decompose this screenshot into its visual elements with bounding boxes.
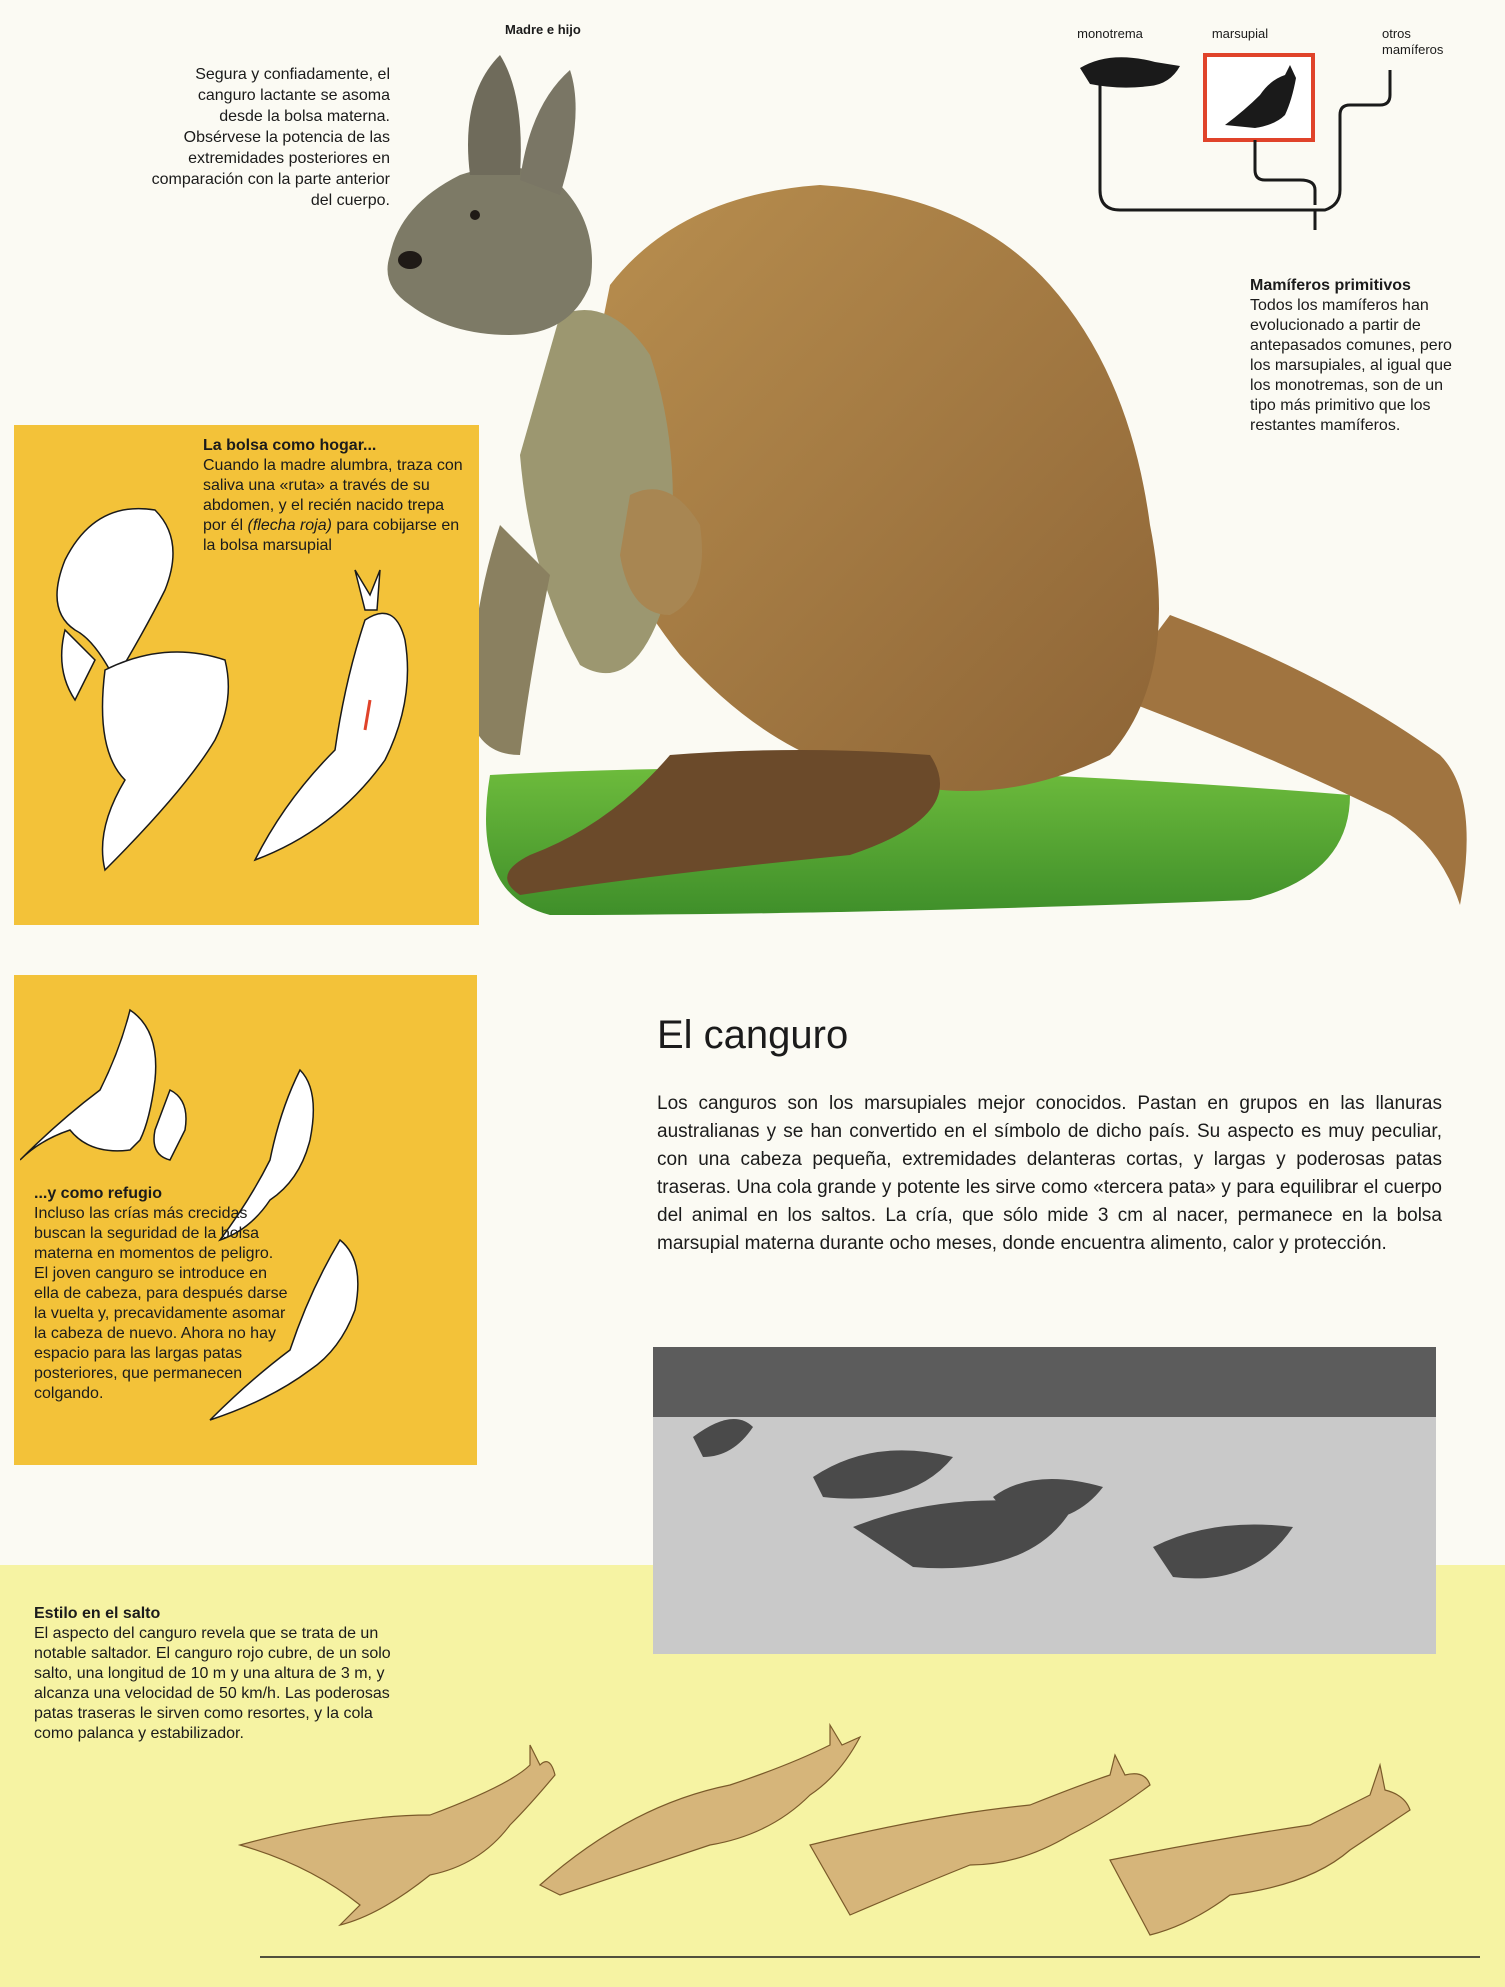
bolsa-title: La bolsa como hogar...	[203, 437, 377, 454]
evolution-tree-diagram	[1060, 40, 1480, 250]
tree-label-otros-mamiferos: otros mamíferos	[1382, 26, 1444, 57]
bolsa-text: Cuando la madre alumbra, traza con saliva una «ruta» a través de su abdomen, y el recién nacido trepa por él	[203, 457, 463, 534]
platypus-icon	[1080, 57, 1180, 87]
birth-sequence-illustration	[35, 500, 445, 900]
salto-title: Estilo en el salto	[34, 1605, 161, 1622]
jump-sequence-illustration	[230, 1665, 1490, 1970]
salto-text: El aspecto del canguro revela que se trata de un notable saltador. El canguro rojo cubre, de un solo salto, una longitud de 10 m y una altura de 3 m, y alcanza una velocidad de 50 km/h. Las poderosas patas traseras le sirven como resortes, y la cola como palanca y estabilizador.	[34, 1625, 391, 1742]
intro-caption: Segura y confiadamente, el canguro lactante se asoma desde la bolsa materna. Obsérvese la potencia de las extremidades posteriores en comparación con la parte anterior del cuerpo.	[151, 66, 390, 209]
refugio-title: ...y como refugio	[34, 1185, 163, 1202]
mamiferos-text: Todos los mamíferos han evolucionado a partir de antepasados comunes, pero los marsupiales, al igual que los monotremas, son de un tipo más primitivo que los restantes mamíferos.	[1250, 297, 1452, 434]
mamiferos-caption	[1250, 276, 1460, 436]
bolsa-italic: (flecha roja)	[247, 517, 332, 534]
bolsa-text-end: para cobijarse en la bolsa marsupial	[203, 517, 460, 554]
kangaroo-group-photo	[653, 1347, 1436, 1654]
refugio-text: Incluso las crías más crecidas buscan la seguridad de la bolsa materna en momentos de peligro. El joven canguro se introduce en ella de cabeza, para después darse la vuelta y, precavidamente asomar la cabeza de nuevo. Ahora no hay espacio para las largas patas posteriores, que permanecen colgando.	[34, 1205, 288, 1402]
tree-label-monotrema: monotrema	[1077, 26, 1143, 41]
article-body: Los canguros son los marsupiales mejor conocidos. Pastan en grupos en las llanuras australianas y se han convertido en el símbolo de dicho país. Su aspecto es muy peculiar, con una cabeza pequeña, extremidades delanteras cortas, y largas y poderosas patas traseras. Una cola grande y potente les sirve como «tercera pata» y para equilibrar el cuerpo del animal en los saltos. La cría, que sólo mide 3 cm al nacer, permanece en la bolsa marsupial materna durante ocho meses, donde encuentra alimento, calor y protección.	[657, 1093, 1442, 1254]
mamiferos-title: Mamíferos primitivos	[1250, 277, 1411, 294]
article-heading: El canguro	[657, 1013, 849, 1057]
tree-label-marsupial: marsupial	[1211, 26, 1269, 41]
refugio-caption	[34, 1184, 289, 1404]
madre-hijo-label: Madre e hijo	[505, 22, 581, 37]
